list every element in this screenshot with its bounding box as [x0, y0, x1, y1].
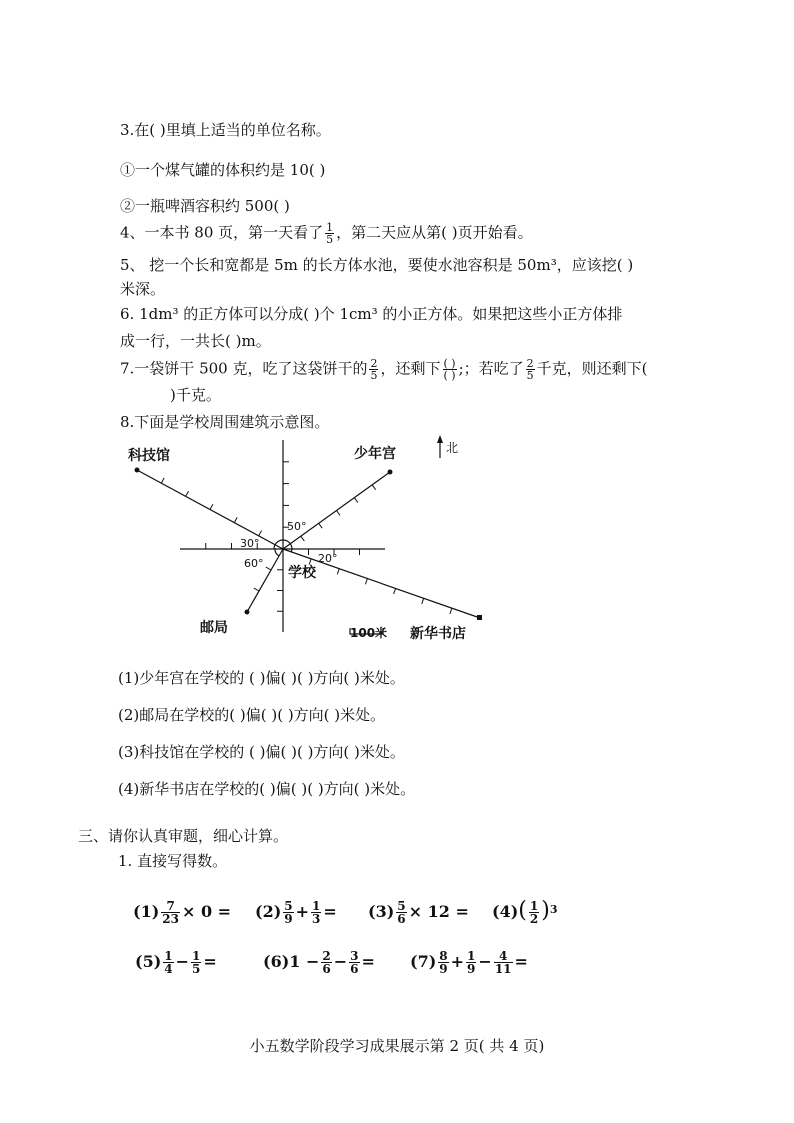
- q4-fraction: $\frac{1}{5}$: [326, 221, 334, 246]
- q8-sub2: (2)邮局在学校的( )偏( )( )方向( )米处。: [118, 706, 386, 724]
- calc-1: (1) $\frac{7}{23}$ × 0 =: [133, 899, 232, 926]
- calc-7: (7) $\frac{8}{9}$ + $\frac{1}{9}$ − $\frac{4}{11}$ =: [410, 949, 528, 976]
- scale-tick: [337, 569, 339, 575]
- scale-tick: [372, 485, 376, 490]
- q5-line1: 5、 挖一个长和宽都是 5m 的长方体水池，要使水池容积是 50m³，应该挖( ): [120, 256, 634, 274]
- q7-fraction-kg: $\frac{2}{5}$: [526, 357, 534, 382]
- scale-tick: [450, 608, 452, 614]
- q6-line2: 成一行，一共长( )m。: [120, 332, 271, 350]
- scale-tick: [319, 523, 323, 528]
- keji-dot: [135, 468, 140, 473]
- scale-tick: [186, 491, 189, 496]
- calc-2: (2) $\frac{5}{9}$ + $\frac{1}{3}$ =: [255, 899, 337, 926]
- angle-50-label: 50°: [287, 520, 307, 533]
- q7-line1: 7.一袋饼干 500 克，吃了这袋饼干的 $\frac{2}{5}$ ，还剩下 $\frac{( )}{( )}$ ;；若吃了 $\frac{2}{5}$ 千克，则还剩下(: [120, 357, 648, 382]
- calc-4: (4)( $\frac{1}{2}$ )$^3$: [492, 898, 558, 926]
- school-label: 学校: [288, 565, 316, 581]
- scale-tick: [266, 567, 271, 570]
- scale-tick: [254, 588, 259, 591]
- shaonian-label: 少年宫: [354, 446, 396, 462]
- scale-tick: [161, 478, 164, 483]
- q3-item1: ①一个煤气罐的体积约是 10( ): [120, 161, 326, 179]
- q7-line2: )千克。: [170, 386, 221, 404]
- scale-tick: [337, 511, 341, 516]
- youju-label: 邮局: [200, 620, 228, 636]
- q3-item2: ②一瓶啤酒容积约 500( ): [120, 197, 290, 215]
- scale-label: 100米: [350, 626, 388, 640]
- page-footer: 小五数学阶段学习成果展示第 2 页( 共 4 页): [249, 1037, 545, 1055]
- angle-arc-60: [275, 549, 279, 556]
- north-arrow-icon: [437, 435, 443, 443]
- q8-sub1: (1)少年宫在学校的 ( )偏( )( )方向( )米处。: [118, 669, 405, 687]
- section3-title: 三、请你认真审题，细心计算。: [78, 827, 289, 845]
- scale-tick: [210, 504, 213, 509]
- q6-line1: 6. 1dm³ 的正方体可以分成( )个 1cm³ 的小正方体。如果把这些小正方体排: [120, 305, 623, 323]
- q8-title: 8.下面是学校周围建筑示意图。: [120, 413, 330, 431]
- youju-dot: [245, 610, 250, 615]
- scale-tick: [365, 579, 367, 585]
- scale-tick: [309, 559, 311, 565]
- scale-tick: [422, 598, 424, 604]
- north-label: 北: [446, 441, 459, 455]
- q8-sub4: (4)新华书店在学校的( )偏( )( )方向( )米处。: [118, 780, 416, 798]
- section3-subtitle: 1. 直接写得数。: [118, 852, 228, 870]
- xinhua-dot: [477, 615, 482, 620]
- scale-tick: [354, 498, 358, 503]
- calc-3: (3) $\frac{5}{6}$ × 12 =: [368, 899, 469, 926]
- q7-fraction-blank: $\frac{( )}{( )}$: [443, 357, 456, 382]
- angle-30-label: 30°: [240, 537, 260, 550]
- q3-title: 3.在( )里填上适当的单位名称。: [120, 121, 331, 139]
- scale-tick: [301, 536, 305, 541]
- xinhua-label: 新华书店: [410, 626, 466, 642]
- q4: 4、一本书 80 页，第一天看了 $\frac{1}{5}$ ，第二天应从第( )页开始看。: [120, 221, 533, 246]
- ray-xinhua: [283, 549, 480, 618]
- scale-tick: [234, 517, 237, 522]
- angle-20-label: 20°: [318, 552, 338, 565]
- calc-5: (5) $\frac{1}{4}$ − $\frac{1}{5}$ =: [135, 949, 217, 976]
- q8-sub3: (3)科技馆在学校的 ( )偏( )( )方向( )米处。: [118, 743, 405, 761]
- angle-60-label: 60°: [244, 557, 264, 570]
- q5-line2: 米深。: [120, 280, 166, 298]
- keji-label: 科技馆: [128, 448, 170, 464]
- scale-tick: [394, 588, 396, 594]
- calc-6: (6)1 − $\frac{2}{6}$ − $\frac{3}{6}$ =: [263, 949, 375, 976]
- shaonian-dot: [388, 470, 393, 475]
- scale-tick: [259, 531, 262, 536]
- q7-fraction-eaten: $\frac{2}{5}$: [370, 357, 378, 382]
